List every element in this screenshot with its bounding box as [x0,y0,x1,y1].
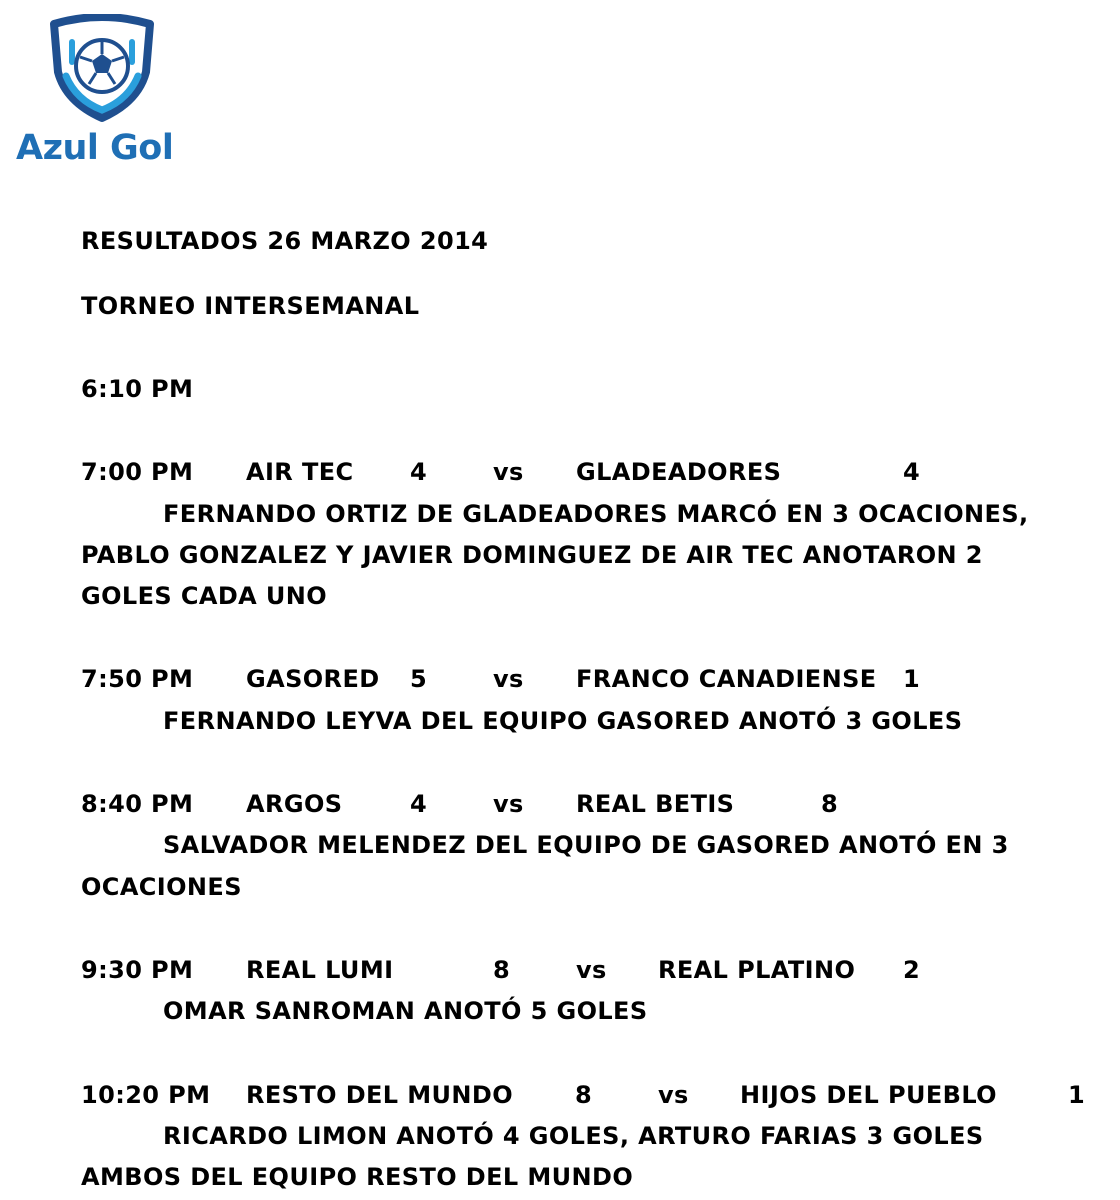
match-time: 10:20 PM [81,1081,211,1109]
match-note: SALVADOR MELENDEZ DEL EQUIPO DE GASORED ANOTÓ EN 3 [163,831,1009,859]
home-team: REAL LUMI [246,956,394,984]
logo-wordmark: Azul Gol [16,128,174,168]
match-time: 9:30 PM [81,956,194,984]
home-team: ARGOS [246,790,343,818]
away-score: 1 [1068,1081,1086,1109]
match-note: AMBOS DEL EQUIPO RESTO DEL MUNDO [81,1163,634,1191]
versus-label: vs [576,956,607,984]
home-score: 8 [493,956,511,984]
versus-label: vs [658,1081,689,1109]
match-note: RICARDO LIMON ANOTÓ 4 GOLES, ARTURO FARIAS 3 GOLES [163,1122,984,1150]
away-score: 4 [903,458,921,486]
away-score: 2 [903,956,921,984]
tournament-name: TORNEO INTERSEMANAL [81,292,420,320]
versus-label: vs [493,458,524,486]
home-score: 8 [575,1081,593,1109]
home-score: 4 [410,458,428,486]
match-note: FERNANDO ORTIZ DE GLADEADORES MARCÓ EN 3 OCACIONES, [163,500,1029,528]
match-time: 8:40 PM [81,790,194,818]
home-team: RESTO DEL MUNDO [246,1081,514,1109]
match-note: OMAR SANROMAN ANOTÓ 5 GOLES [163,997,648,1025]
away-team: HIJOS DEL PUEBLO [740,1081,997,1109]
match-note: FERNANDO LEYVA DEL EQUIPO GASORED ANOTÓ 3 GOLES [163,707,963,735]
away-score: 8 [821,790,839,818]
home-score: 4 [410,790,428,818]
match-note: GOLES CADA UNO [81,582,328,610]
match-time: 7:00 PM [81,458,194,486]
home-team: AIR TEC [246,458,354,486]
away-team: REAL PLATINO [658,956,856,984]
soccer-ball-shield-icon [46,14,158,126]
versus-label: vs [493,665,524,693]
azul-gol-logo [14,14,184,174]
results-title: RESULTADOS 26 MARZO 2014 [81,227,489,255]
versus-label: vs [493,790,524,818]
match-note: OCACIONES [81,873,242,901]
away-team: FRANCO CANADIENSE [576,665,877,693]
match-time: 7:50 PM [81,665,194,693]
first-time-slot: 6:10 PM [81,375,194,403]
away-team: GLADEADORES [576,458,782,486]
away-team: REAL BETIS [576,790,735,818]
home-score: 5 [410,665,428,693]
home-team: GASORED [246,665,380,693]
away-score: 1 [903,665,921,693]
match-note: PABLO GONZALEZ Y JAVIER DOMINGUEZ DE AIR TEC ANOTARON 2 [81,541,983,569]
